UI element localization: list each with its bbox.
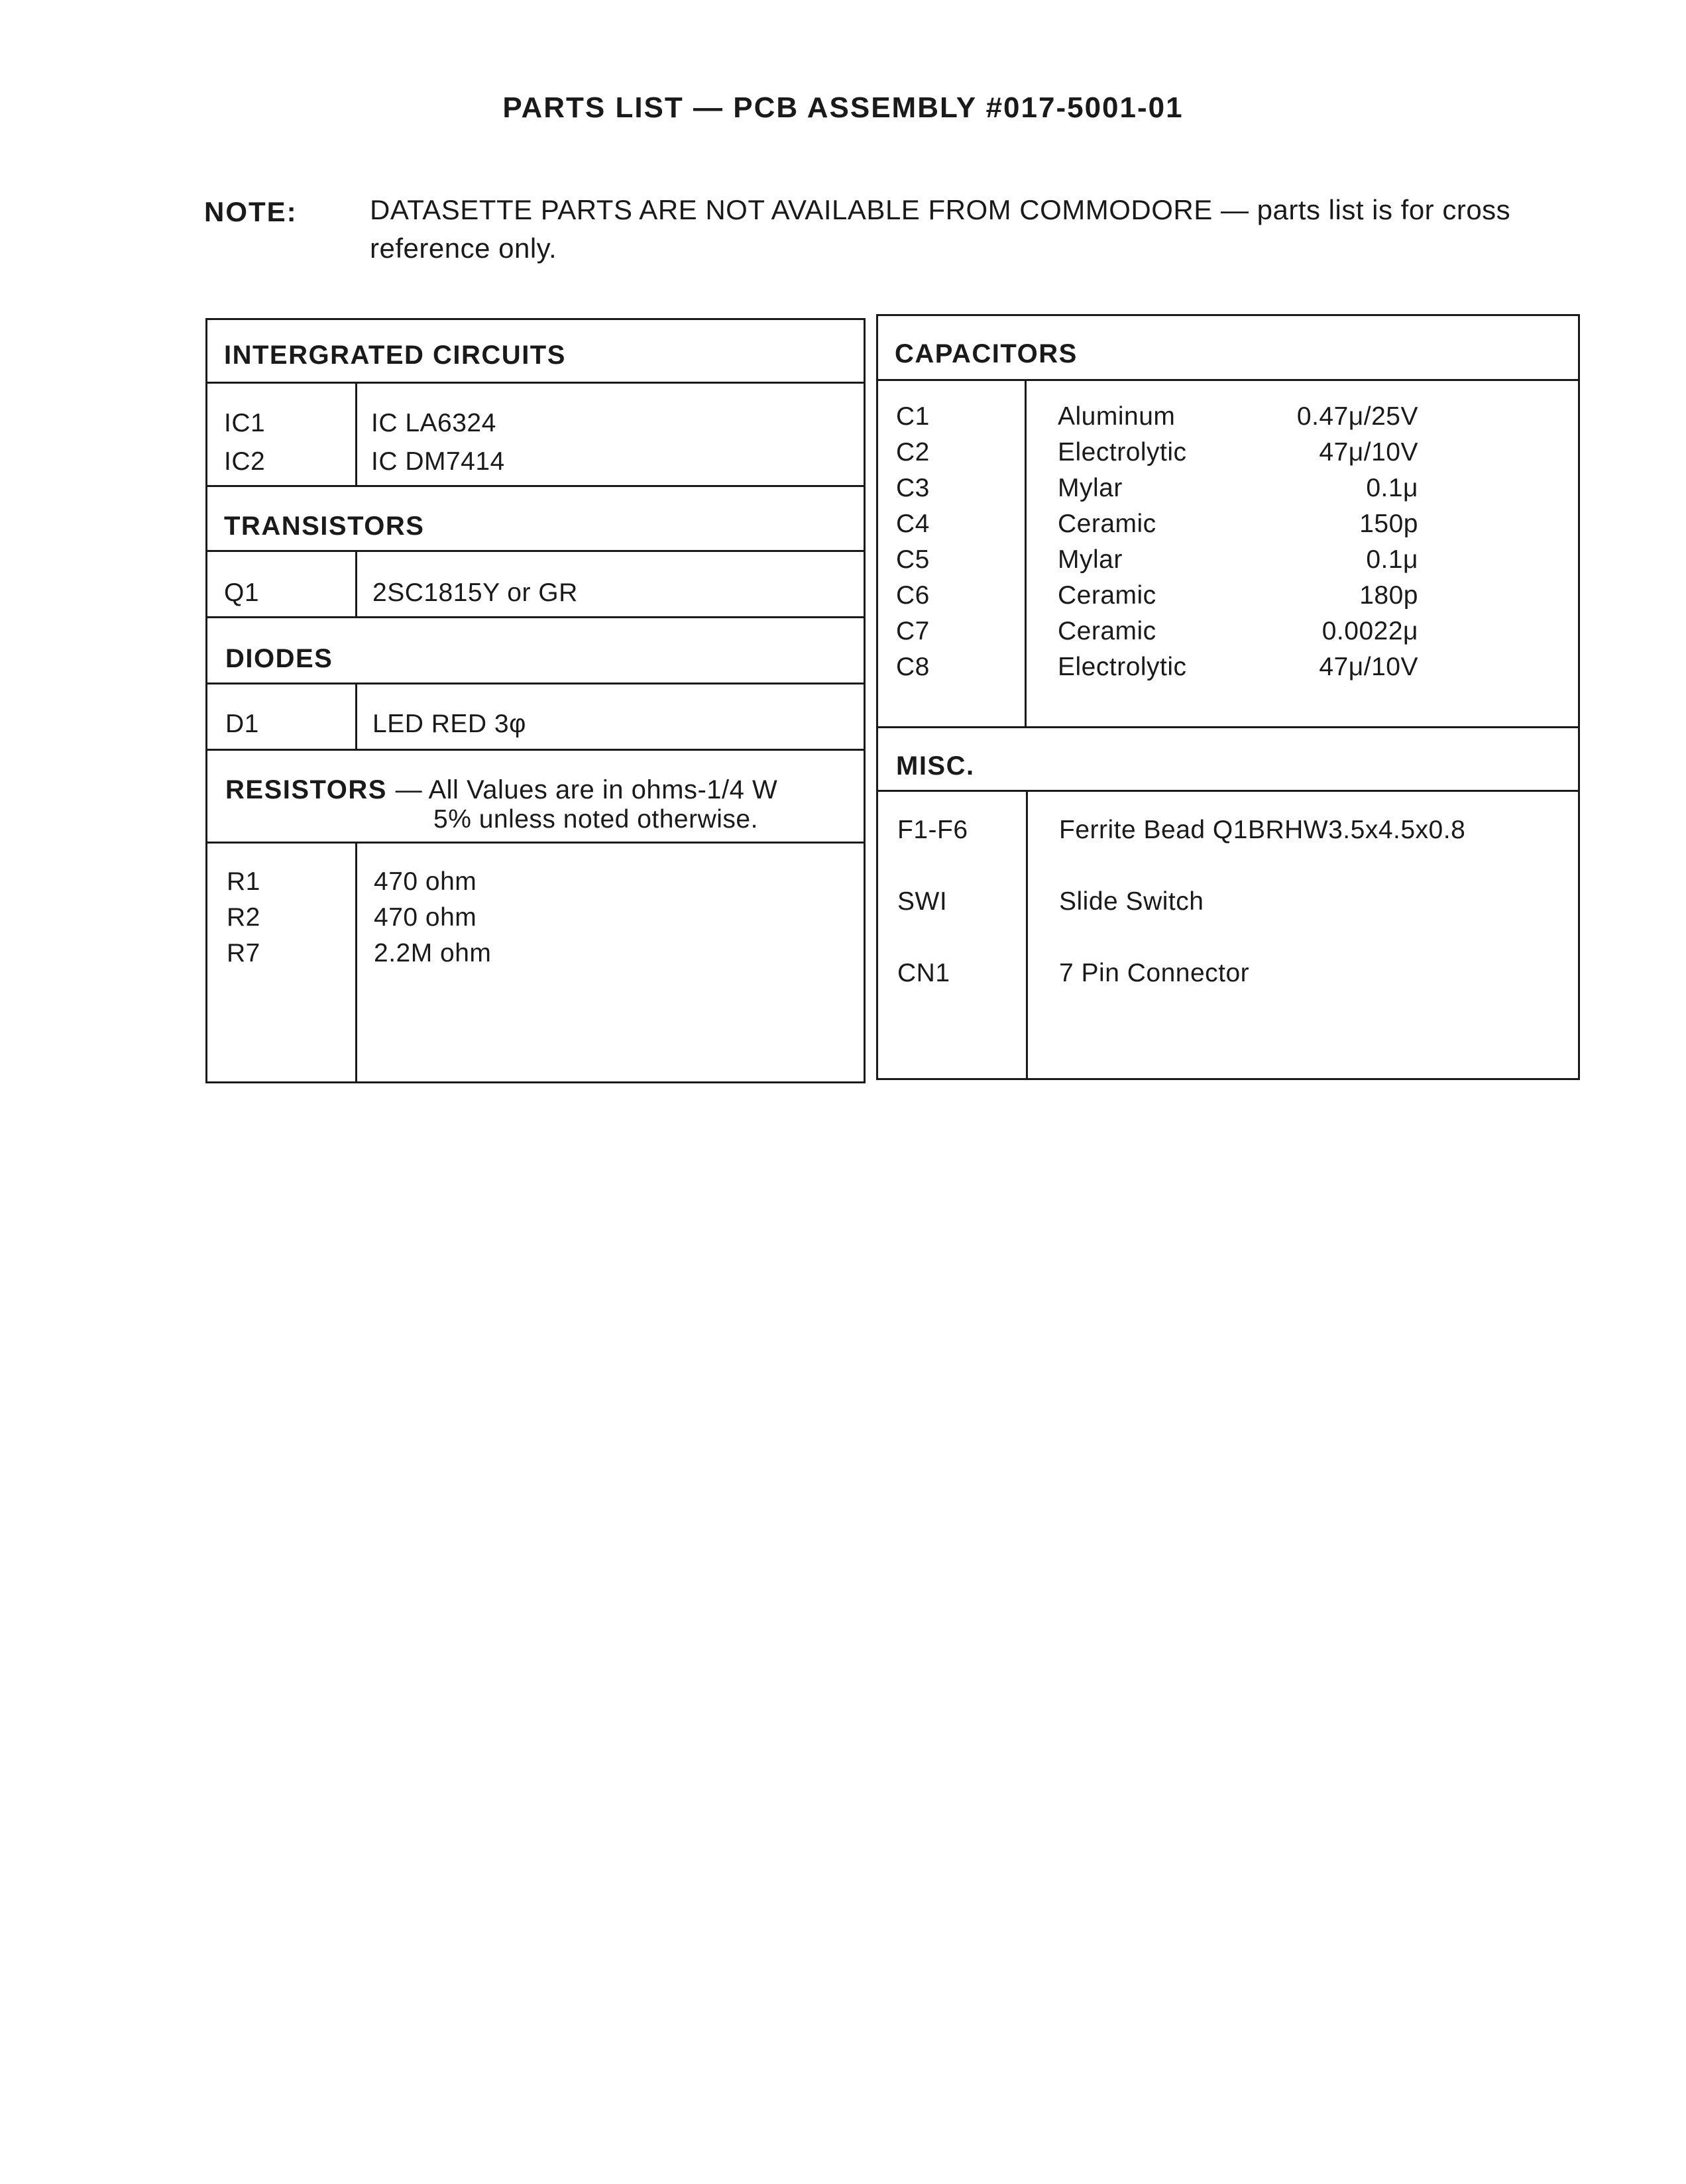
transistors-heading: TRANSISTORS	[224, 512, 425, 541]
left-table-ref-divider	[355, 843, 357, 1083]
misc-ref: F1-F6	[897, 816, 968, 844]
resistors-heading	[225, 775, 777, 805]
left-table-ref-divider	[355, 551, 357, 618]
integrated-circuits-heading: INTERGRATED CIRCUITS	[224, 341, 566, 370]
capacitor-type: Ceramic	[1058, 510, 1156, 538]
misc-ref: CN1	[897, 959, 950, 987]
section-divider	[205, 616, 866, 618]
capacitor-value: 47μ/10V	[1319, 653, 1418, 681]
resistor-ref: R2	[227, 903, 260, 932]
capacitor-ref: C2	[896, 438, 930, 466]
misc-desc: Slide Switch	[1059, 887, 1204, 916]
note-text: DATASETTE PARTS ARE NOT AVAILABLE FROM COMMODORE — parts list is for cross reference only.	[370, 194, 1511, 264]
section-divider	[876, 379, 1580, 381]
capacitor-ref: C7	[896, 617, 930, 645]
capacitor-value: 0.1μ	[1366, 474, 1418, 502]
capacitor-value: 0.0022μ	[1321, 617, 1418, 645]
capacitor-ref: C6	[896, 581, 930, 610]
section-divider	[205, 485, 866, 487]
misc-desc: Ferrite Bead Q1BRHW3.5x4.5x0.8	[1059, 816, 1466, 844]
resistor-desc: 2.2M ohm	[374, 939, 492, 967]
capacitor-type: Electrolytic	[1058, 438, 1187, 466]
ic-ref: IC1	[224, 409, 266, 437]
capacitors-heading: CAPACITORS	[895, 339, 1078, 368]
diode-desc: LED RED 3φ	[372, 710, 526, 738]
resistor-desc: 470 ohm	[374, 867, 477, 896]
capacitor-type: Aluminum	[1058, 402, 1176, 431]
capacitor-value: 0.47μ/25V	[1296, 402, 1418, 431]
page-title: PARTS LIST — PCB ASSEMBLY #017-5001-01	[502, 91, 1184, 124]
ic-desc: IC LA6324	[371, 409, 496, 437]
left-table-ref-divider	[355, 383, 357, 486]
section-divider	[205, 550, 866, 552]
capacitor-ref: C3	[896, 474, 930, 502]
diode-ref: D1	[225, 710, 259, 738]
capacitor-type: Mylar	[1058, 474, 1123, 502]
section-divider	[205, 382, 866, 384]
resistor-desc: 470 ohm	[374, 903, 477, 932]
diodes-heading: DIODES	[225, 644, 333, 673]
capacitor-type: Mylar	[1058, 545, 1123, 574]
resistors-heading-label: RESISTORS	[225, 775, 387, 804]
resistor-ref: R7	[227, 939, 260, 967]
ic-desc: IC DM7414	[371, 447, 505, 476]
capacitor-value: 47μ/10V	[1319, 438, 1418, 466]
misc-desc: 7 Pin Connector	[1059, 959, 1250, 987]
transistor-desc: 2SC1815Y or GR	[372, 578, 578, 607]
left-parts-table	[205, 318, 866, 1083]
capacitor-value: 0.1μ	[1366, 545, 1418, 574]
capacitor-value: 150p	[1359, 510, 1418, 538]
right-table-ref-divider	[1026, 791, 1028, 1080]
ic-ref: IC2	[224, 447, 266, 476]
capacitor-ref: C8	[896, 653, 930, 681]
section-divider	[205, 682, 866, 684]
transistor-ref: Q1	[224, 578, 260, 607]
note-label: NOTE:	[204, 196, 298, 227]
left-table-ref-divider	[355, 684, 357, 750]
section-divider	[205, 842, 866, 844]
section-divider	[205, 749, 866, 751]
capacitor-type: Ceramic	[1058, 617, 1156, 645]
capacitor-type: Electrolytic	[1058, 653, 1187, 681]
capacitor-ref: C4	[896, 510, 930, 538]
misc-ref: SWI	[897, 887, 948, 916]
misc-heading: MISC.	[896, 751, 975, 781]
section-divider	[876, 726, 1580, 728]
capacitor-value: 180p	[1359, 581, 1418, 610]
resistors-note-line1: — All Values are in ohms-1/4 W	[395, 775, 778, 804]
right-table-ref-divider	[1025, 380, 1027, 728]
capacitor-type: Ceramic	[1058, 581, 1156, 610]
capacitor-ref: C5	[896, 545, 930, 574]
resistors-note-line2: 5% unless noted otherwise.	[433, 805, 758, 834]
section-divider	[876, 790, 1580, 792]
capacitor-ref: C1	[896, 402, 930, 431]
resistor-ref: R1	[227, 867, 260, 896]
